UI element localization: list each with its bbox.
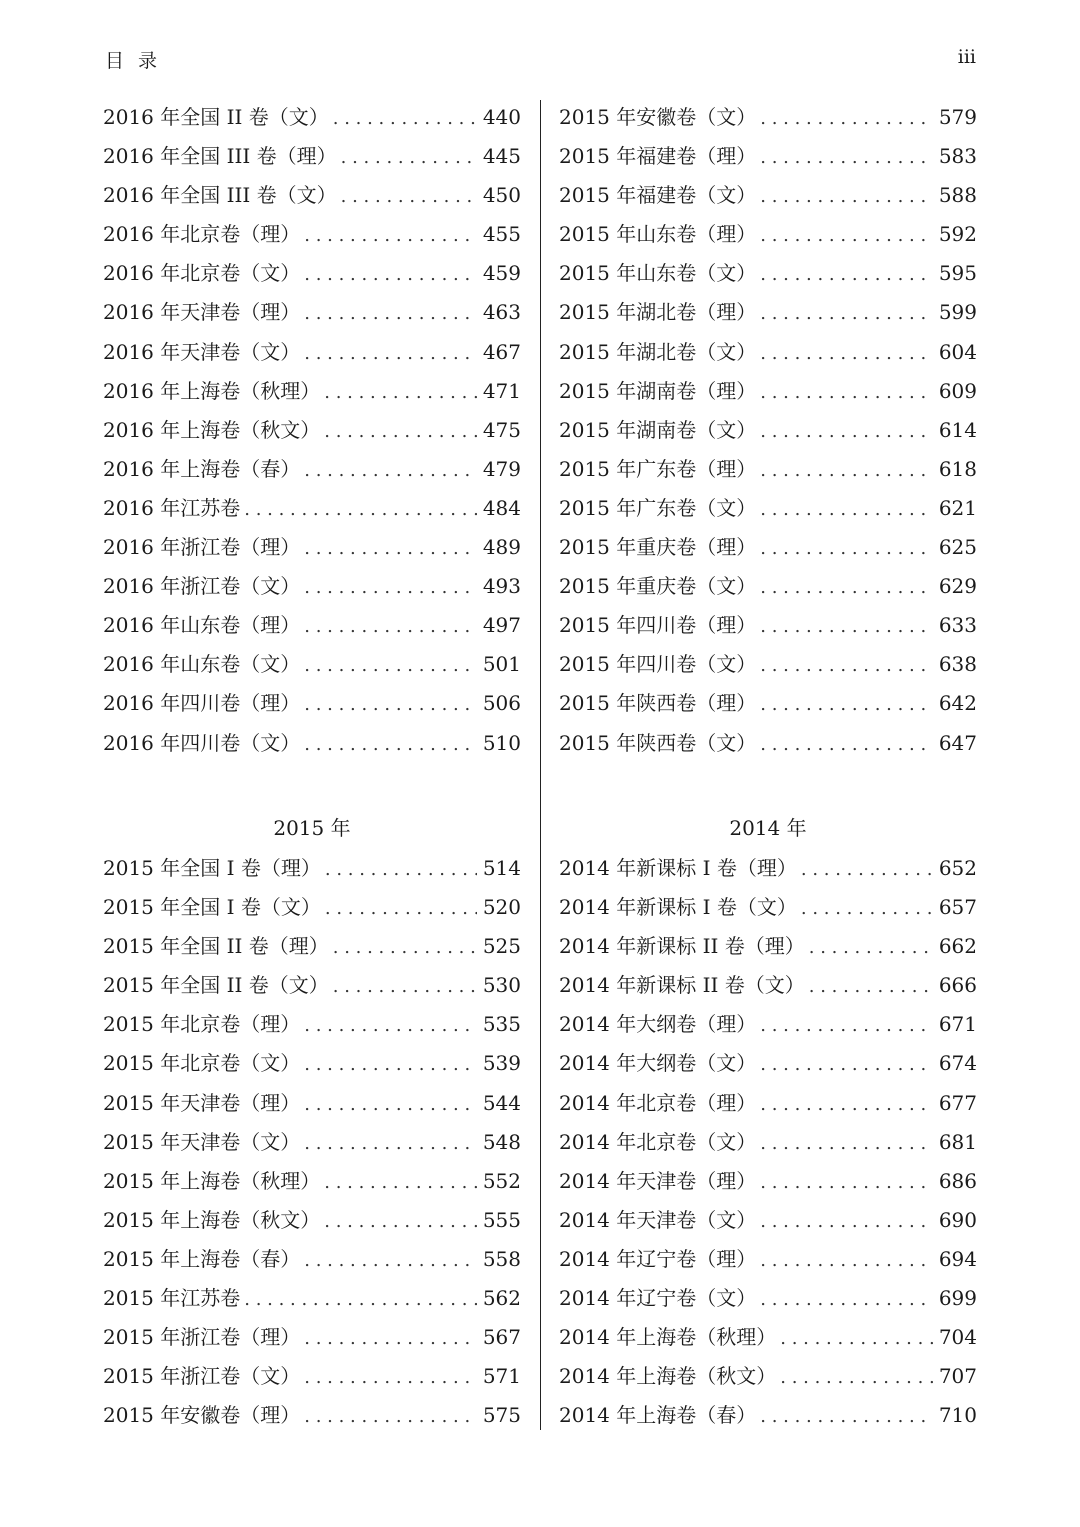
toc-entry-title: 2016 年四川卷（文） (103, 730, 301, 755)
toc-entry[interactable] (103, 528, 521, 567)
toc-entry-title: 2015 年福建卷（理） (559, 144, 757, 169)
toc-entry-title: 2014 年新课标 II 卷（理） (559, 934, 805, 959)
dot-leader (760, 529, 933, 568)
toc-entry[interactable] (559, 411, 977, 450)
dot-leader (760, 1280, 933, 1319)
toc-entry-title: 2015 年浙江卷（理） (103, 1325, 301, 1350)
toc-entry-title: 2015 年全国 I 卷（文） (103, 895, 321, 920)
dot-leader (304, 607, 477, 646)
dot-leader (304, 451, 477, 490)
toc-entry-page: 548 (482, 1129, 521, 1154)
toc-entry[interactable] (103, 1357, 521, 1396)
toc-entry-title: 2015 年天津卷（文） (103, 1129, 301, 1154)
toc-entry-page: 484 (482, 495, 521, 520)
toc-entry-page: 662 (938, 934, 977, 959)
toc-entry-title: 2015 年湖南卷（理） (559, 378, 757, 403)
toc-entry-title: 2015 年广东卷（文） (559, 495, 757, 520)
toc-entry-page: 657 (938, 895, 977, 920)
toc-entry-page: 710 (938, 1403, 977, 1428)
toc-entry-page: 638 (938, 652, 977, 677)
toc-entry[interactable] (103, 1240, 521, 1279)
toc-entry-page: 525 (482, 934, 521, 959)
toc-entry-page: 642 (938, 691, 977, 716)
toc-entry-title: 2016 年全国 III 卷（理） (103, 144, 337, 169)
dot-leader (801, 889, 933, 928)
toc-entry[interactable] (559, 1005, 977, 1044)
toc-entry-page: 467 (482, 339, 521, 364)
toc-entry[interactable] (103, 567, 521, 606)
toc-entry-page: 493 (482, 574, 521, 599)
toc-entry-title: 2015 年上海卷（春） (103, 1246, 301, 1271)
toc-entry[interactable] (559, 888, 977, 927)
right-column-section-list (559, 849, 977, 1435)
toc-entry[interactable] (559, 137, 977, 176)
toc-entry[interactable] (103, 927, 521, 966)
toc-entry-title: 2015 年重庆卷（文） (559, 574, 757, 599)
toc-entry-page: 489 (482, 535, 521, 560)
toc-entry-title: 2014 年新课标 II 卷（文） (559, 973, 805, 998)
dot-leader (304, 568, 477, 607)
toc-entry-title: 2014 年北京卷（理） (559, 1090, 757, 1115)
toc-entry-title: 2014 年新课标 I 卷（理） (559, 856, 797, 880)
toc-entry-page: 459 (482, 261, 521, 286)
dot-leader (801, 850, 933, 889)
toc-entry[interactable] (559, 1201, 977, 1240)
toc-entry[interactable] (559, 254, 977, 293)
dot-leader (760, 373, 933, 412)
toc-entry-page: 514 (482, 856, 521, 880)
toc-entry[interactable] (559, 215, 977, 254)
toc-entry-page: 450 (482, 183, 521, 208)
toc-entry-page: 501 (482, 652, 521, 677)
toc-entry[interactable] (103, 966, 521, 1005)
dot-leader (809, 967, 933, 1006)
toc-entry[interactable] (103, 176, 521, 215)
toc-entry[interactable] (103, 1005, 521, 1044)
toc-entry-page: 614 (938, 417, 977, 442)
toc-entry[interactable] (559, 606, 977, 645)
toc-entry-title: 2015 年陕西卷（理） (559, 691, 757, 716)
toc-entry-title: 2016 年天津卷（文） (103, 339, 301, 364)
dot-leader (304, 1358, 477, 1397)
toc-entry-title: 2014 年上海卷（秋文） (559, 1364, 777, 1389)
toc-entry[interactable] (559, 684, 977, 723)
toc-entry-page: 652 (938, 856, 977, 880)
toc-entry-title: 2016 年全国 II 卷（文） (103, 105, 329, 129)
toc-entry[interactable] (559, 927, 977, 966)
toc-entry-page: 471 (482, 378, 521, 403)
toc-entry-page: 595 (938, 261, 977, 286)
toc-entry[interactable] (559, 176, 977, 215)
toc-entry[interactable] (559, 98, 977, 137)
toc-entry[interactable] (559, 1044, 977, 1083)
dot-leader (780, 1319, 933, 1358)
right-column-top-list (559, 98, 977, 763)
dot-leader (341, 177, 477, 216)
dot-leader (244, 490, 477, 529)
toc-entry[interactable] (559, 1396, 977, 1435)
toc-entry[interactable] (559, 849, 977, 888)
dot-leader (809, 928, 933, 967)
dot-leader (760, 1006, 933, 1045)
dot-leader (304, 294, 477, 333)
left-column-top-list (103, 98, 521, 763)
toc-entry[interactable] (559, 528, 977, 567)
toc-entry-page: 666 (938, 973, 977, 998)
toc-entry-page: 463 (482, 300, 521, 325)
dot-leader (304, 255, 477, 294)
toc-entry-page: 440 (482, 105, 521, 129)
toc-entry-title: 2015 年陕西卷（文） (559, 730, 757, 755)
toc-entry-page: 510 (482, 730, 521, 755)
toc-entry[interactable] (559, 450, 977, 489)
toc-entry[interactable] (559, 293, 977, 332)
toc-entry-page: 629 (938, 574, 977, 599)
toc-entry-page: 633 (938, 613, 977, 638)
toc-entry[interactable] (559, 333, 977, 372)
toc-entry-page: 455 (482, 222, 521, 247)
toc-entry[interactable] (559, 1240, 977, 1279)
toc-entry-page: 520 (482, 895, 521, 920)
toc-entry-title: 2016 年浙江卷（文） (103, 574, 301, 599)
toc-entry-title: 2015 年山东卷（文） (559, 261, 757, 286)
toc-entry[interactable] (103, 645, 521, 684)
dot-leader (304, 334, 477, 373)
toc-entry-title: 2015 年山东卷（理） (559, 222, 757, 247)
dot-leader (760, 1045, 933, 1084)
column-divider (540, 100, 541, 1430)
toc-entry-title: 2016 年上海卷（秋理） (103, 378, 321, 403)
toc-entry-title: 2016 年全国 III 卷（文） (103, 183, 337, 208)
section-heading-2014: 2014 年 (729, 816, 807, 840)
toc-entry[interactable] (103, 849, 521, 888)
section-heading-2015: 2015 年 (273, 816, 351, 840)
dot-leader (244, 1280, 477, 1319)
toc-entry[interactable] (559, 1318, 977, 1357)
dot-leader (760, 490, 933, 529)
toc-entry-page: 558 (482, 1246, 521, 1271)
toc-entry-title: 2015 年江苏卷 (103, 1286, 241, 1311)
toc-entry-page: 677 (938, 1090, 977, 1115)
toc-entry[interactable] (559, 489, 977, 528)
running-header-title: 目 录 (105, 50, 162, 72)
toc-entry-page: 475 (482, 417, 521, 442)
toc-entry-page: 567 (482, 1325, 521, 1350)
dot-leader (304, 216, 477, 255)
toc-entry[interactable] (103, 98, 521, 137)
toc-entry-title: 2014 年大纲卷（理） (559, 1012, 757, 1037)
dot-leader (304, 1397, 477, 1436)
toc-entry-title: 2015 年福建卷（文） (559, 183, 757, 208)
toc-entry[interactable] (103, 215, 521, 254)
toc-entry-page: 681 (938, 1129, 977, 1154)
toc-entry[interactable] (103, 1162, 521, 1201)
dot-leader (304, 1319, 477, 1358)
toc-entry-title: 2016 年北京卷（理） (103, 222, 301, 247)
toc-entry[interactable] (103, 489, 521, 528)
toc-entry-page: 686 (938, 1168, 977, 1193)
toc-entry[interactable] (559, 1123, 977, 1162)
toc-entry-page: 506 (482, 691, 521, 716)
toc-entry-title: 2015 年四川卷（理） (559, 613, 757, 638)
toc-entry-page: 555 (482, 1207, 521, 1232)
toc-entry-page: 625 (938, 535, 977, 560)
toc-entry-page: 690 (938, 1207, 977, 1232)
toc-entry-title: 2015 年湖北卷（文） (559, 339, 757, 364)
toc-entry[interactable] (103, 372, 521, 411)
toc-entry-title: 2016 年山东卷（文） (103, 652, 301, 677)
toc-entry[interactable] (559, 645, 977, 684)
toc-entry-title: 2014 年天津卷（理） (559, 1168, 757, 1193)
toc-entry-title: 2016 年上海卷（春） (103, 456, 301, 481)
toc-entry-page: 579 (938, 105, 977, 129)
toc-entry-page: 704 (938, 1325, 977, 1350)
toc-entry[interactable] (103, 1044, 521, 1083)
toc-entry-title: 2015 年广东卷（理） (559, 456, 757, 481)
toc-entry[interactable] (103, 333, 521, 372)
dot-leader (324, 1202, 477, 1241)
dot-leader (333, 967, 477, 1006)
toc-entry-title: 2015 年重庆卷（理） (559, 535, 757, 560)
toc-entry-page: 618 (938, 456, 977, 481)
toc-entry[interactable] (559, 1162, 977, 1201)
toc-entry-title: 2014 年辽宁卷（文） (559, 1286, 757, 1311)
toc-entry-page: 544 (482, 1090, 521, 1115)
dot-leader (760, 451, 933, 490)
dot-leader (304, 1085, 477, 1124)
dot-leader (760, 1085, 933, 1124)
toc-entry-page: 674 (938, 1051, 977, 1076)
toc-entry[interactable] (103, 1123, 521, 1162)
toc-entry-page: 530 (482, 973, 521, 998)
toc-entry-title: 2014 年北京卷（文） (559, 1129, 757, 1154)
toc-entry-title: 2016 年四川卷（理） (103, 691, 301, 716)
toc-entry[interactable] (103, 411, 521, 450)
dot-leader (760, 334, 933, 373)
toc-entry[interactable] (559, 372, 977, 411)
dot-leader (760, 646, 933, 685)
dot-leader (760, 1163, 933, 1202)
toc-entry[interactable] (559, 1357, 977, 1396)
toc-entry[interactable] (559, 724, 977, 763)
toc-entry[interactable] (103, 254, 521, 293)
dot-leader (760, 1241, 933, 1280)
toc-entry-title: 2014 年辽宁卷（理） (559, 1246, 757, 1271)
dot-leader (304, 1241, 477, 1280)
toc-entry[interactable] (103, 684, 521, 723)
toc-entry-title: 2015 年湖北卷（理） (559, 300, 757, 325)
toc-entry[interactable] (559, 966, 977, 1005)
toc-entry[interactable] (103, 450, 521, 489)
toc-entry-page: 535 (482, 1012, 521, 1037)
toc-entry-title: 2016 年山东卷（理） (103, 613, 301, 638)
toc-entry-title: 2015 年浙江卷（文） (103, 1364, 301, 1389)
toc-entry-page: 552 (482, 1168, 521, 1193)
dot-leader (780, 1358, 933, 1397)
dot-leader (760, 725, 933, 764)
dot-leader (304, 685, 477, 724)
toc-entry-page: 671 (938, 1012, 977, 1037)
toc-entry[interactable] (103, 1279, 521, 1318)
toc-entry-page: 694 (938, 1246, 977, 1271)
dot-leader (760, 216, 933, 255)
dot-leader (760, 1397, 933, 1436)
dot-leader (325, 889, 477, 928)
dot-leader (760, 177, 933, 216)
toc-entry-page: 575 (482, 1403, 521, 1428)
left-column-section-list (103, 849, 521, 1435)
toc-entry-page: 479 (482, 456, 521, 481)
toc-entry-title: 2016 年上海卷（秋文） (103, 417, 321, 442)
toc-entry-page: 588 (938, 183, 977, 208)
toc-entry[interactable] (103, 1201, 521, 1240)
toc-entry-title: 2016 年浙江卷（理） (103, 535, 301, 560)
toc-entry-page: 599 (938, 300, 977, 325)
toc-entry-page: 445 (482, 144, 521, 169)
toc-entry-title: 2015 年北京卷（文） (103, 1051, 301, 1076)
toc-entry-page: 609 (938, 378, 977, 403)
toc-entry-title: 2015 年湖南卷（文） (559, 417, 757, 442)
dot-leader (760, 412, 933, 451)
dot-leader (304, 646, 477, 685)
toc-entry-page: 583 (938, 144, 977, 169)
dot-leader (324, 1163, 477, 1202)
toc-entry-title: 2015 年全国 II 卷（文） (103, 973, 329, 998)
toc-entry-title: 2015 年安徽卷（理） (103, 1403, 301, 1428)
toc-entry-title: 2015 年上海卷（秋文） (103, 1207, 321, 1232)
dot-leader (760, 607, 933, 646)
toc-entry-title: 2016 年江苏卷 (103, 495, 241, 520)
dot-leader (304, 1045, 477, 1084)
toc-entry-title: 2015 年全国 I 卷（理） (103, 856, 321, 880)
toc-entry[interactable] (103, 137, 521, 176)
toc-entry[interactable] (103, 1084, 521, 1123)
toc-entry[interactable] (559, 567, 977, 606)
toc-entry[interactable] (103, 1396, 521, 1435)
dot-leader (760, 685, 933, 724)
toc-entry-title: 2015 年四川卷（文） (559, 652, 757, 677)
dot-leader (304, 529, 477, 568)
dot-leader (760, 294, 933, 333)
toc-entry-page: 621 (938, 495, 977, 520)
dot-leader (304, 1006, 477, 1045)
dot-leader (760, 1124, 933, 1163)
dot-leader (324, 412, 477, 451)
dot-leader (760, 568, 933, 607)
toc-entry-page: 571 (482, 1364, 521, 1389)
dot-leader (333, 928, 477, 967)
dot-leader (760, 1202, 933, 1241)
dot-leader (304, 725, 477, 764)
toc-entry[interactable] (103, 1318, 521, 1357)
toc-entry-page: 592 (938, 222, 977, 247)
toc-entry-title: 2016 年北京卷（文） (103, 261, 301, 286)
dot-leader (760, 138, 933, 177)
toc-entry-page: 647 (938, 730, 977, 755)
dot-leader (324, 373, 477, 412)
toc-entry[interactable] (559, 1279, 977, 1318)
toc-entry-title: 2014 年上海卷（春） (559, 1403, 757, 1428)
toc-entry-title: 2014 年大纲卷（文） (559, 1051, 757, 1076)
toc-entry[interactable] (559, 1084, 977, 1123)
toc-entry-title: 2014 年新课标 I 卷（文） (559, 895, 797, 920)
toc-entry-title: 2015 年北京卷（理） (103, 1012, 301, 1037)
toc-entry-page: 497 (482, 613, 521, 638)
toc-entry-title: 2016 年天津卷（理） (103, 300, 301, 325)
dot-leader (760, 99, 933, 138)
toc-entry-title: 2014 年天津卷（文） (559, 1207, 757, 1232)
dot-leader (325, 850, 477, 889)
toc-entry-title: 2015 年上海卷（秋理） (103, 1168, 321, 1193)
toc-entry-title: 2015 年安徽卷（文） (559, 105, 757, 129)
toc-entry-page: 604 (938, 339, 977, 364)
dot-leader (341, 138, 477, 177)
dot-leader (760, 255, 933, 294)
toc-entry-page: 539 (482, 1051, 521, 1076)
page-number: iii (957, 46, 976, 68)
toc-entry-title: 2014 年上海卷（秋理） (559, 1325, 777, 1350)
dot-leader (333, 99, 477, 138)
toc-entry-page: 707 (938, 1364, 977, 1389)
toc-entry[interactable] (103, 724, 521, 763)
toc-entry[interactable] (103, 606, 521, 645)
toc-entry-page: 562 (482, 1286, 521, 1311)
dot-leader (304, 1124, 477, 1163)
toc-entry-page: 699 (938, 1286, 977, 1311)
toc-entry[interactable] (103, 888, 521, 927)
toc-entry[interactable] (103, 293, 521, 332)
toc-entry-title: 2015 年全国 II 卷（理） (103, 934, 329, 959)
toc-entry-title: 2015 年天津卷（理） (103, 1090, 301, 1115)
